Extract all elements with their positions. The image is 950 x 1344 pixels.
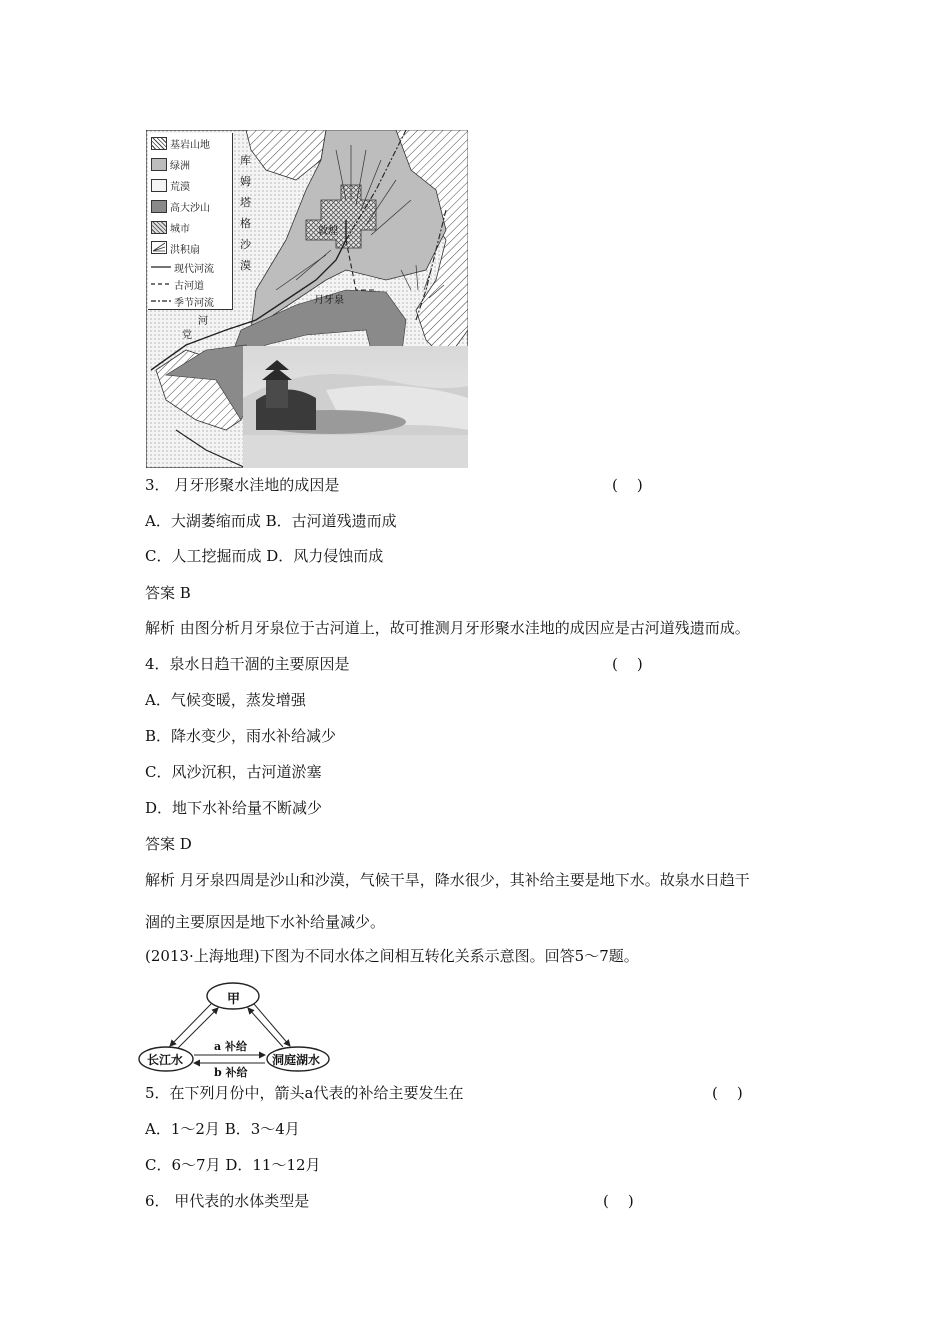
analysis-text: 解析 由图分析月牙泉位于古河道上，故可推测月牙形聚水洼地的成因应是古河道残遗而成。 [145, 619, 750, 637]
option-line: A．气候变暖，蒸发增强 [145, 691, 306, 709]
crosshatch-square-icon [151, 221, 167, 234]
option-line: A．大湖萎缩而成 B．古河道残遗而成 [145, 512, 397, 530]
spring-label: 月牙泉 [314, 295, 344, 306]
legend-label: 洪积扇 [170, 245, 200, 256]
light-gray-square-icon [151, 158, 167, 171]
option-line: D．地下水补给量不断减少 [145, 799, 323, 817]
city-label: 敦煌 [318, 226, 338, 237]
map-legend [148, 133, 233, 310]
arrow-b-label: b 补给 [214, 1066, 248, 1079]
desert-label-char: 姆 [240, 175, 251, 188]
dash-dot-line-icon [151, 298, 171, 304]
legend-label: 现代河流 [174, 264, 214, 275]
option-line: C．人工挖掘而成 D．风力侵蚀而成 [145, 547, 384, 565]
question-3-stem: 3． 月牙形聚水洼地的成因是 [145, 476, 340, 494]
desert-label-char: 沙 [240, 238, 251, 251]
option-line: C．6～7月 D．11～12月 [145, 1156, 321, 1174]
desert-label-char: 漠 [240, 259, 251, 272]
legend-label: 古河道 [174, 281, 204, 292]
desert-label [240, 150, 252, 276]
arrow-a-label: a 补给 [214, 1040, 247, 1053]
desert-label-char: 格 [240, 217, 251, 230]
answer-bracket[interactable]: ( ) [712, 1084, 743, 1102]
dark-gray-square-icon [151, 200, 167, 213]
desert-label-char: 塔 [240, 196, 251, 209]
analysis-text: 解析 月牙泉四周是沙山和沙漠，气候干旱，降水很少，其补给主要是地下水。故泉水日趋干 [145, 871, 750, 889]
river-label-char: 党 [182, 330, 192, 341]
dashed-line-icon [151, 281, 171, 287]
legend-label: 绿洲 [170, 161, 190, 172]
option-line: B．降水变少，雨水补给减少 [145, 727, 337, 745]
legend-label: 高大沙山 [170, 203, 210, 214]
option-line: A．1～2月 B．3～4月 [145, 1120, 300, 1138]
legend-label: 荒漠 [170, 182, 190, 193]
question-5-stem: 5．在下列月份中，箭头a代表的补给主要发生在 [145, 1084, 464, 1102]
river-label-char: 河 [198, 316, 208, 327]
crescent-spring-photo [243, 346, 468, 468]
solid-line-icon [151, 264, 171, 270]
legend-label: 季节河流 [174, 298, 214, 309]
node-jia-label: 甲 [227, 992, 241, 1007]
legend-label: 基岩山地 [170, 140, 210, 151]
dotted-square-icon [151, 179, 167, 192]
question-4-stem: 4．泉水日趋干涸的主要原因是 [145, 655, 350, 673]
node-dongting-label: 洞庭湖水 [272, 1053, 321, 1067]
answer-bracket[interactable]: ( ) [612, 655, 643, 673]
hatched-square-icon [151, 137, 167, 150]
answer-bracket[interactable]: ( ) [612, 476, 643, 494]
fan-lines-icon [151, 241, 167, 254]
intro-text: (2013·上海地理)下图为不同水体之间相互转化关系示意图。回答5～7题。 [145, 947, 639, 965]
answer-line: 答案 D [145, 835, 192, 853]
legend-label: 城市 [170, 224, 190, 235]
question-6-stem: 6． 甲代表的水体类型是 [145, 1192, 310, 1210]
option-line: C．风沙沉积，古河道淤塞 [145, 763, 322, 781]
desert-label-char: 库 [240, 154, 251, 167]
node-changjiang-label: 长江水 [147, 1053, 184, 1067]
answer-line: 答案 B [145, 584, 191, 602]
analysis-text: 涸的主要原因是地下水补给量减少。 [145, 913, 386, 931]
answer-bracket[interactable]: ( ) [603, 1192, 634, 1210]
